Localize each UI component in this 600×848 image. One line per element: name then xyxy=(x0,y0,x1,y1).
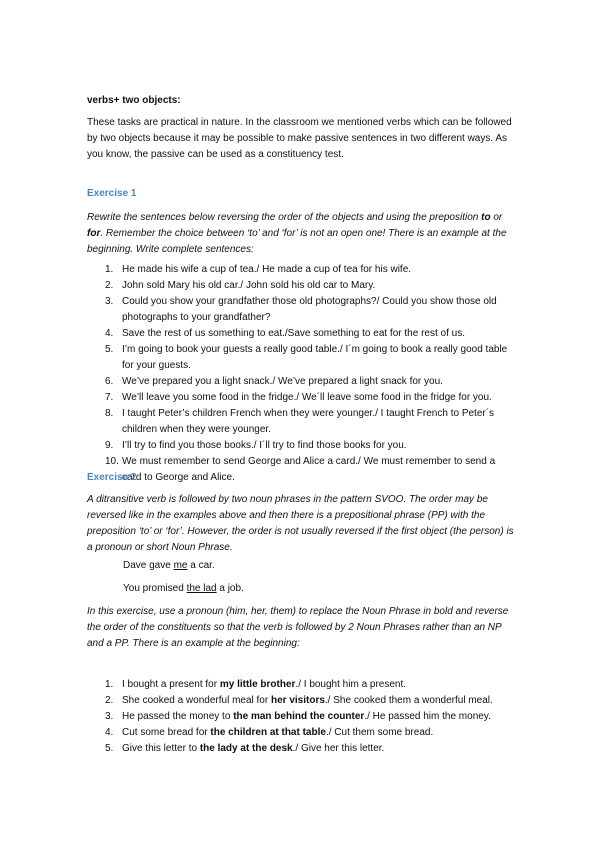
exercise-1-instructions xyxy=(87,210,517,258)
example-part: Dave gave xyxy=(123,560,174,571)
list-item xyxy=(87,374,517,390)
instr-part: . Remember the choice between ‘to’ and ‘for’ is not an open one! There is an example at the beginning. Write complete sentences: xyxy=(87,228,507,255)
item-text: We must remember to send George and Alice a card./ We must remember to send a card to George and Alice. xyxy=(122,456,496,483)
item-text: Save the rest of us something to eat./Save something to eat for the rest of us. xyxy=(122,328,465,339)
item-number: 9. xyxy=(105,440,114,451)
example-sentence xyxy=(123,581,553,597)
item-text-post: ./ Cut them some bread. xyxy=(325,727,434,738)
instr-part: or xyxy=(490,212,503,223)
instr-for: for xyxy=(87,228,101,239)
item-number: 4. xyxy=(105,727,114,738)
item-text: John sold Mary his old car./ John sold his old car to Mary. xyxy=(122,280,376,291)
instr-part: Rewrite the sentences below reversing the order of the objects and using the preposition xyxy=(87,212,482,223)
item-number: 2. xyxy=(105,695,114,706)
exercise-2-heading: Exercise 2 xyxy=(87,472,137,483)
list-item xyxy=(87,326,517,342)
instr-to: to xyxy=(481,212,491,223)
item-number: 2. xyxy=(105,280,114,291)
list-item xyxy=(87,342,517,374)
item-text-post: ./ I bought him a present. xyxy=(295,679,407,690)
list-item xyxy=(87,438,517,454)
item-text-post: ./ She cooked them a wonderful meal. xyxy=(324,695,493,706)
item-text-pre: I bought a present for xyxy=(122,679,220,690)
intro-paragraph: These tasks are practical in nature. In the classroom we mentioned verbs which can be followed by two objects because it may be possible to make passive sentences in two different ways. As you know, the passive can be used as a constituency test. xyxy=(87,117,512,160)
item-number: 4. xyxy=(105,328,114,339)
item-number: 7. xyxy=(105,392,114,403)
exercise-1-list xyxy=(87,262,517,486)
document-title: verbs+ two objects: xyxy=(87,95,181,106)
item-number: 1. xyxy=(105,679,114,690)
item-number: 3. xyxy=(105,711,114,722)
exercise-2-explanation: A ditransitive verb is followed by two noun phrases in the pattern SVOO. The order may be reversed like in the examples above and then there is a prepositional phrase (PP) with the preposition ‘to’ or ‘for’. However, the order is not usually reversed if the first object (the person) is a pronoun or short Noun Phrase. xyxy=(87,494,514,553)
item-text: He made his wife a cup of tea./ He made a cup of tea for his wife. xyxy=(122,264,412,275)
item-text-pre: Give this letter to xyxy=(122,743,200,754)
item-bold-phrase: her visitors xyxy=(270,695,325,706)
list-item xyxy=(87,741,517,757)
item-text: We’ll leave you some food in the fridge./ We´ll leave some food in the fridge for you. xyxy=(122,392,492,403)
list-item xyxy=(87,709,517,725)
example-part: a car. xyxy=(187,560,215,571)
item-text-post: ./ He passed him the money. xyxy=(364,711,491,722)
exercise-2-instructions: In this exercise, use a pronoun (him, her, them) to replace the Noun Phrase in bold and reverse the order of the constituents so that the verb is followed by 2 Noun Phrases rather than an NP and a PP. There is an example at the beginning: xyxy=(87,606,509,649)
item-text-pre: Cut some bread for xyxy=(122,727,211,738)
list-item xyxy=(87,278,517,294)
list-item xyxy=(87,390,517,406)
underlined-object: the lad xyxy=(186,583,217,594)
list-item xyxy=(87,693,517,709)
item-text: I’m going to book your guests a really good table./ I´m going to book a really good table for your guests. xyxy=(122,344,508,371)
example-part: You promised xyxy=(123,583,187,594)
item-text-pre: He passed the money to xyxy=(122,711,234,722)
underlined-object: me xyxy=(173,560,188,571)
item-bold-phrase: the man behind the counter xyxy=(233,711,365,722)
item-text: I’ll try to find you those books./ I´ll try to find those books for you. xyxy=(122,440,407,451)
item-text-post: ./ Give her this letter. xyxy=(292,743,385,754)
item-text: We’ve prepared you a light snack./ We’ve prepared a light snack for you. xyxy=(122,376,443,387)
item-number: 5. xyxy=(105,344,114,355)
list-item xyxy=(87,677,517,693)
item-text: Could you show your grandfather those old photographs?/ Could you show those old photographs to your grandfather? xyxy=(122,296,497,323)
exercise-2-list xyxy=(87,677,517,757)
example-part: a job. xyxy=(216,583,244,594)
item-text-pre: She cooked a wonderful meal for xyxy=(122,695,271,706)
item-number: 8. xyxy=(105,408,114,419)
item-text: I taught Peter’s children French when they were younger./ I taught French to Peter´s children when they were younger. xyxy=(122,408,495,435)
item-bold-phrase: the lady at the desk xyxy=(199,743,293,754)
list-item xyxy=(87,406,517,438)
item-number: 10. xyxy=(105,456,119,467)
list-item xyxy=(87,294,517,326)
example-sentence xyxy=(123,558,553,574)
item-number: 5. xyxy=(105,743,114,754)
list-item xyxy=(87,725,517,741)
item-number: 3. xyxy=(105,296,114,307)
exercise-1-heading: Exercise 1 xyxy=(87,188,137,199)
item-number: 6. xyxy=(105,376,114,387)
list-item xyxy=(87,262,517,278)
item-bold-phrase: the children at that table xyxy=(210,727,326,738)
item-bold-phrase: my little brother xyxy=(219,679,296,690)
item-number: 1. xyxy=(105,264,114,275)
